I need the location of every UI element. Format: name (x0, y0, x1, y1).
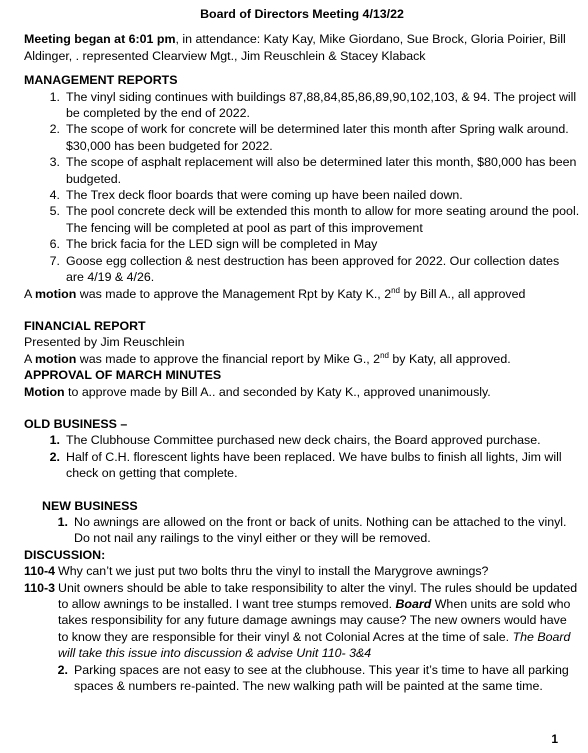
discussion-heading: DISCUSSION: (24, 547, 106, 562)
old-business-list (24, 432, 580, 481)
list-item: 7. Goose egg collection & nest destruction has been approved for 2022. Our collection dates are 4/19 & 4/26. (49, 253, 560, 285)
meeting-intro (24, 31, 580, 64)
list-item: 1. The vinyl siding continues with buildings 87,88,84,85,86,89,90,102,103, & 94. The project will be completed by the end of 2022. (49, 89, 577, 121)
list-item: 2. The scope of work for concrete will be determined later this month after Spring walk around. $30,000 has been budgeted for 2022. (49, 122, 569, 153)
document-page (24, 6, 580, 694)
list-item: 2. Half of C.H. florescent lights have been replaced. We have bulbs to finish all lights, Jim will check on getting that complete. (49, 449, 562, 481)
management-heading: MANAGEMENT REPORTS (24, 73, 178, 88)
list-item: 1. The Clubhouse Committee purchased new deck chairs, the Board approved purchase. (49, 433, 541, 448)
list-item: 3. The scope of asphalt replacement will also be determined later this month, $80,000 has been budgeted. (49, 155, 577, 186)
list-item: 1. No awnings are allowed on the front or back of units. Nothing can be attached to the vinyl. Do not nail any railings to the vinyl either or they will be removed. (57, 514, 567, 546)
new-business-heading: NEW BUSINESS (42, 498, 138, 513)
list-item: 6. The brick facia for the LED sign will be completed in May (49, 237, 378, 252)
financial-heading: FINANCIAL REPORT (24, 318, 146, 333)
minutes-motion: Motion to approve made by Bill A.. and seconded by Katy K., approved unanimously. (24, 384, 491, 399)
document-title: Board of Directors Meeting 4/13/22 (200, 7, 404, 21)
list-item: 5. The pool concrete deck will be extended this month to allow for more seating around the pool. The fencing will be completed at pool as part of this improvement (49, 204, 580, 235)
financial-motion: A motion was made to approve the financial report by Mike G., 2nd by Katy, all approved. (24, 350, 511, 366)
meeting-start: Meeting began at 6:01 pm (24, 32, 176, 47)
minutes-heading: APPROVAL OF MARCH MINUTES (24, 368, 222, 383)
financial-presenter: Presented by Jim Reuschlein (24, 335, 185, 350)
management-motion: A motion was made to approve the Management Rpt by Katy K., 2nd by Bill A., all approved (24, 285, 526, 301)
management-list (24, 89, 580, 286)
discussion-entry: 110-4 Why can’t we just put two bolts thru the vinyl to install the Marygrove awnings? (24, 564, 489, 579)
discussion-entry: 110-3 Unit owners should be able to take responsibility to alter the vinyl. The rules should be updated to allow awnings to be installed. I want tree stumps removed. Board When units are sold who takes responsibility for any future damage awnings may cause? The new owners would have to know they are responsible for their vinyl & not Colonial Acres at the time of sale. The Board will take this issue into discussion & advise Unit 110- 3&4 (24, 580, 578, 661)
attendance-text: , in attendance: Katy Kay, Mike Giordano, Sue Brock, Gloria Poirier, Bill Aldinger, . represented Clearview Mgt., Jim Reuschlein & Stacey Klaback (24, 32, 566, 63)
old-business-heading: OLD BUSINESS – (24, 416, 128, 431)
list-item: 2. Parking spaces are not easy to see at the clubhouse. This year it’s time to have all parking spaces & numbers re-painted. The new walking path will be painted at the same time. (57, 662, 569, 694)
list-item: 4. The Trex deck floor boards that were coming up have been nailed down. (49, 188, 463, 203)
page-number: 1 (551, 732, 558, 746)
